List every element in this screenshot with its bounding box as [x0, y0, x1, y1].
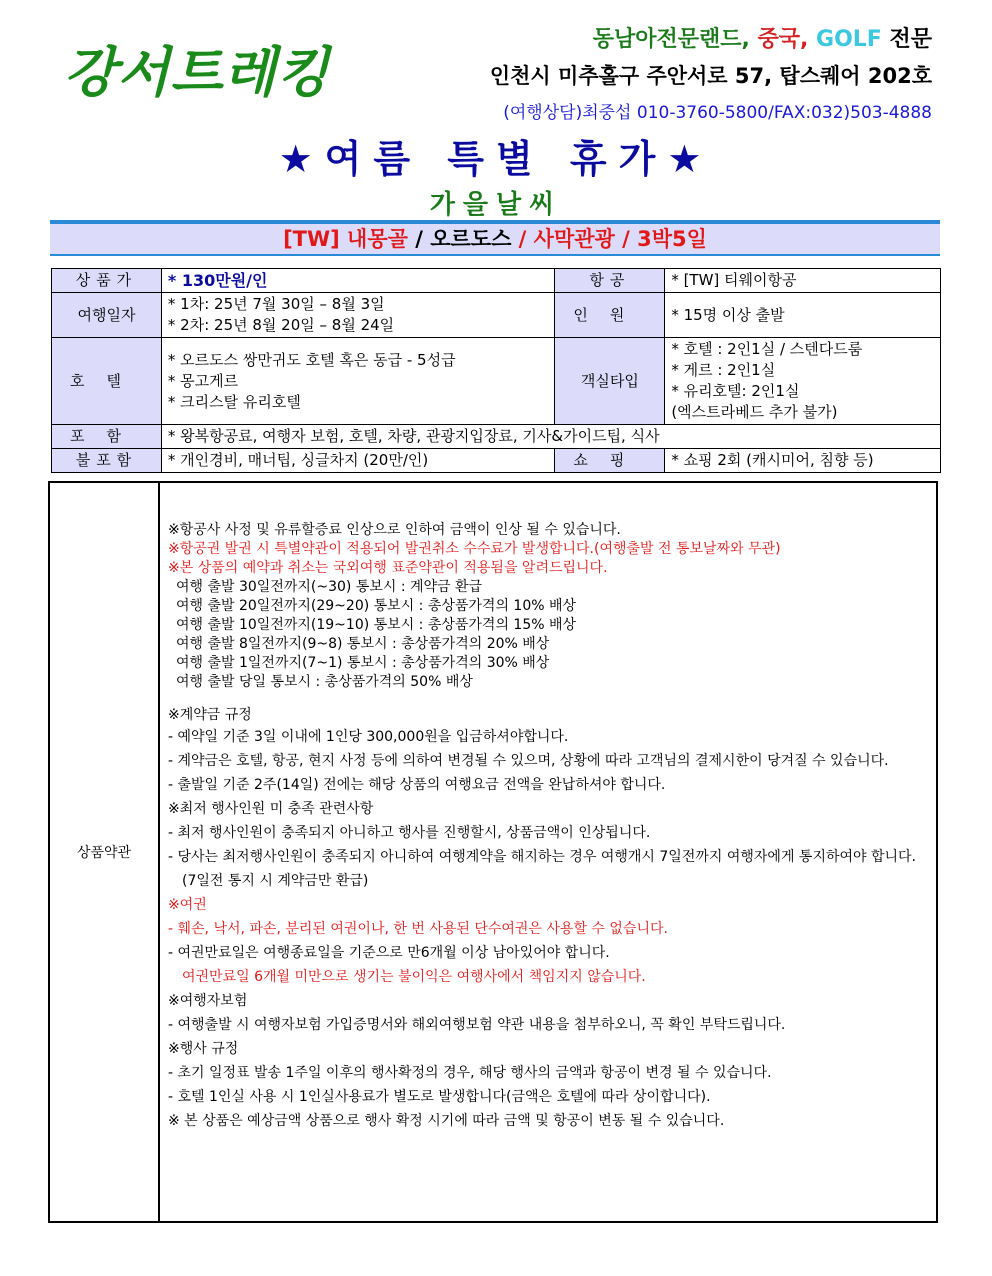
- product-info-table: [51, 268, 941, 473]
- terms-line: ※ 본 상품은 예상금액 상품으로 행사 확정 시기에 따라 금액 및 항공이 변동 될 수 있습니다.: [168, 1113, 725, 1129]
- shopping-value: * 쇼핑 2회 (캐시미어, 침향 등): [665, 449, 941, 473]
- terms-line: 여행 출발 10일전까지(19~10) 통보시 : 총상품가격의 15% 배상: [176, 617, 577, 633]
- terms-line: (7일전 통지 시 계약금만 환급): [182, 873, 369, 889]
- airline-label: 항공: [555, 269, 665, 293]
- table-row: [52, 425, 941, 449]
- people-label: 인원: [555, 293, 665, 338]
- specialty-part4: 전문: [881, 27, 932, 52]
- room-2: * 게르 : 2인1실: [671, 361, 776, 379]
- terms-line: 여행 출발 당일 통보시 : 총상품가격의 50% 배상: [176, 674, 473, 690]
- specialty-line: [593, 22, 932, 53]
- route-banner: [50, 220, 940, 256]
- price-value: * 130만원/인: [161, 269, 555, 293]
- specialty-part2: 중국,: [757, 27, 817, 52]
- specialty-part3: GOLF: [816, 27, 882, 52]
- price-label: 상품가: [52, 269, 162, 293]
- terms-line: 여행 출발 1일전까지(7~1) 통보시 : 총상품가격의 30% 배상: [176, 655, 550, 671]
- terms-line: ※행사 규정: [168, 1041, 239, 1057]
- route-sep-3: /: [614, 227, 638, 251]
- terms-line: - 초기 일정표 발송 1주일 이후의 행사확정의 경우, 해당 행사의 금액과 항공이 변경 될 수 있습니다.: [168, 1065, 772, 1081]
- route-sep-1: /: [407, 227, 431, 251]
- route-part-1: [TW] 내몽골: [283, 227, 408, 251]
- exclude-label: 불포함: [52, 449, 162, 473]
- terms-line: - 호텔 1인실 사용 시 1인실사용료가 별도로 발생합니다(금액은 호텔에 따라 상이합니다).: [168, 1089, 711, 1105]
- hotel-3: * 크리스탈 유리호텔: [167, 392, 301, 411]
- terms-line: 여행 출발 30일전까지(~30) 통보시 : 계약금 환급: [176, 579, 483, 595]
- terms-line: - 최저 행사인원이 충족되지 아니하고 행사를 진행할시, 상품금액이 인상됩니다.: [168, 825, 651, 841]
- terms-line: - 여행출발 시 여행자보험 가입증명서와 해외여행보험 약관 내용을 첨부하오니, 꼭 확인 부탁드립니다.: [168, 1017, 786, 1033]
- room-type-label: 객실타입: [555, 338, 665, 425]
- terms-body: [168, 521, 932, 1133]
- airline-value: * [TW] 티웨이항공: [665, 269, 941, 293]
- shopping-label: 쇼핑: [555, 449, 665, 473]
- terms-line: ※최저 행사인원 미 충족 관련사항: [168, 801, 374, 817]
- route-part-2: 오르도스: [430, 227, 512, 251]
- hotel-label: 호텔: [52, 338, 162, 425]
- date-2: * 2차: 25년 8월 20일 – 8월 24일: [167, 316, 395, 334]
- room-type-value: [665, 338, 941, 425]
- specialty-part1: 동남아전문랜드,: [592, 27, 758, 52]
- terms-line: 여권만료일 6개월 미만으로 생기는 불이익은 여행사에서 책임지지 않습니다.: [182, 969, 646, 985]
- terms-line: - 예약일 기준 3일 이내에 1인당 300,000원을 입금하셔야합니다.: [168, 729, 569, 745]
- date-1: * 1차: 25년 7월 30일 – 8월 3일: [167, 295, 385, 313]
- dates-value: [161, 293, 555, 338]
- terms-box: [48, 481, 938, 1223]
- page-title: ★여름 특별 휴가★: [278, 137, 714, 181]
- route-part-4: 3박5일: [637, 227, 707, 251]
- terms-line: - 여권만료일은 여행종료일을 기준으로 만6개월 이상 남아있어야 합니다.: [168, 945, 610, 961]
- exclude-value: * 개인경비, 매너팁, 싱글차지 (20만/인): [161, 449, 555, 473]
- terms-line: 여행 출발 20일전까지(29~20) 통보시 : 총상품가격의 10% 배상: [176, 598, 577, 614]
- terms-line: ※항공권 발권 시 특별약관이 적용되어 발권취소 수수료가 발생합니다.(여행출발 전 통보날짜와 무관): [168, 541, 781, 557]
- dates-label: 여행일자: [52, 293, 162, 338]
- terms-line: ※계약금 규정: [168, 707, 252, 723]
- terms-line: - 계약금은 호텔, 항공, 현지 사정 등에 의하여 변경될 수 있으며, 상황에 따라 고객님의 결제시한이 당겨질 수 있습니다.: [168, 753, 889, 769]
- route-part-3: 사막관광: [533, 227, 615, 251]
- terms-line: - 당사는 최저행사인원이 충족되지 아니하여 여행계약을 해지하는 경우 여행개시 7일전까지 여행자에게 통지하여야 합니다.: [168, 849, 917, 865]
- page-subtitle: 가을날씨: [429, 190, 563, 220]
- terms-line: ※항공사 사정 및 유류할증료 인상으로 인하여 금액이 인상 될 수 있습니다.: [168, 522, 621, 538]
- hotel-value: [161, 338, 555, 425]
- route-sep-2: /: [511, 227, 534, 251]
- include-label: 포함: [52, 425, 162, 449]
- terms-line: ※여행자보험: [168, 993, 248, 1009]
- terms-line: 여행 출발 8일전까지(9~8) 통보시 : 총상품가격의 20% 배상: [176, 636, 550, 652]
- company-contact: (여행상담)최중섭 010-3760-5800/FAX:032)503-4888: [503, 103, 932, 123]
- terms-label: 상품약관: [50, 483, 160, 1221]
- include-value: * 왕복항공료, 여행자 보험, 호텔, 차량, 관광지입장료, 기사&가이드팁, 식사: [161, 425, 940, 449]
- table-row: [52, 449, 941, 473]
- hotel-2: * 몽고게르: [167, 371, 239, 390]
- table-row: [52, 269, 941, 293]
- company-logo: 강서트레킹: [64, 41, 330, 104]
- table-row: [52, 338, 941, 425]
- terms-line: ※본 상품의 예약과 취소는 국외여행 표준약관이 적용됨을 알려드립니다.: [168, 560, 608, 576]
- people-value: * 15명 이상 출발: [665, 293, 941, 338]
- terms-line: ※여권: [168, 897, 207, 913]
- company-address: 인천시 미추홀구 주안서로 57, 탑스퀘어 202호: [489, 64, 932, 88]
- room-3: * 유리호텔: 2인1실: [671, 382, 800, 400]
- room-1: * 호텔 : 2인1실 / 스텐다드룸: [671, 340, 863, 358]
- terms-line: - 훼손, 낙서, 파손, 분리된 여권이나, 한 번 사용된 단수여권은 사용할 수 없습니다.: [168, 921, 668, 937]
- room-4: (엑스트라베드 추가 불가): [671, 403, 838, 421]
- table-row: [52, 293, 941, 338]
- hotel-1: * 오르도스 쌍만귀도 호텔 혹은 동급 - 5성급: [167, 350, 456, 369]
- terms-line: - 출발일 기준 2주(14일) 전에는 해당 상품의 여행요금 전액을 완납하셔야 합니다.: [168, 777, 666, 793]
